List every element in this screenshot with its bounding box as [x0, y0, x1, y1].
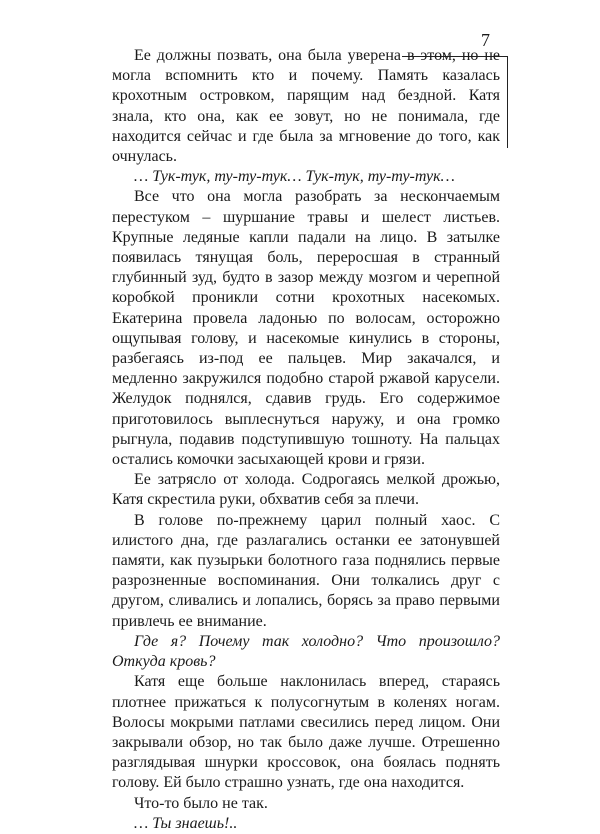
paragraph: Ее затрясло от холода. Содрогаясь мелкой дрожью, Катя скрестила руки, обхватив себя за плечи.	[112, 471, 500, 509]
paragraph-italic: … Тук-тук, ту-ту-тук… Тук-тук, ту-ту-тук…	[134, 168, 455, 186]
paragraph-italic: … Ты знаешь!..	[134, 814, 238, 832]
paragraph: Все что она могла разобрать за нескончаемым перестуком – шуршание травы и шелест листьев. Крупные ледяные капли падали на лицо. В затылке появилась тянущая боль, переросшая в странный глубинный зуд, будто в зазор между мозгом и черепной коробкой проникли сотни крохотных насекомых. Екатерина провела ладонью по волосам, осторожно ощупывая голову, и насекомые кинулись в стороны, разбегаясь из-под ее пальцев. Мир закачался, и медленно закружился подобно старой ржавой карусели. Желудок поднялся, сдавив грудь. Его содержимое приготовилось выплеснуться наружу, и она громко рыгнула, подавив подступившую тошноту. На пальцах остались комочки засыхающей крови и грязи.	[112, 188, 500, 469]
paragraph-italic: Где я? Почему так холодно? Что произошло? Откуда кровь?	[112, 632, 500, 671]
paragraph: В голове по-прежнему царил полный хаос. С илистого дна, где разлагались останки ее затонувшей памяти, как пузырьки болотного газа поднялись первые разрозненные воспоминания. Они толкались друг с другом, сливались и лопались, борясь за право первыми привлечь ее внимание.	[112, 511, 500, 630]
body-text	[112, 46, 500, 834]
page-number: 7	[481, 30, 490, 50]
paragraph: Что-то было не так.	[134, 794, 268, 812]
header-rule-vertical	[507, 56, 508, 148]
paragraph: Ее должны позвать, она была уверена в этом, но не могла вспомнить кто и почему. Память казалась крохотным островком, парящим над бездной. Катя знала, кто она, как ее зовут, но не понимала, где находится сейчас и где была за мгновение до того, как очнулась.	[112, 47, 500, 166]
paragraph: Катя еще больше наклонилась вперед, стараясь плотнее прижаться к полусогнутым в коленях ногам. Волосы мокрыми патлами свесились перед лицом. Они закрывали обзор, но так было даже лучше. Отрешенно разглядывая шнурки кроссовок, она боялась поднять голову. Ей было страшно узнать, где она находится.	[112, 673, 500, 792]
